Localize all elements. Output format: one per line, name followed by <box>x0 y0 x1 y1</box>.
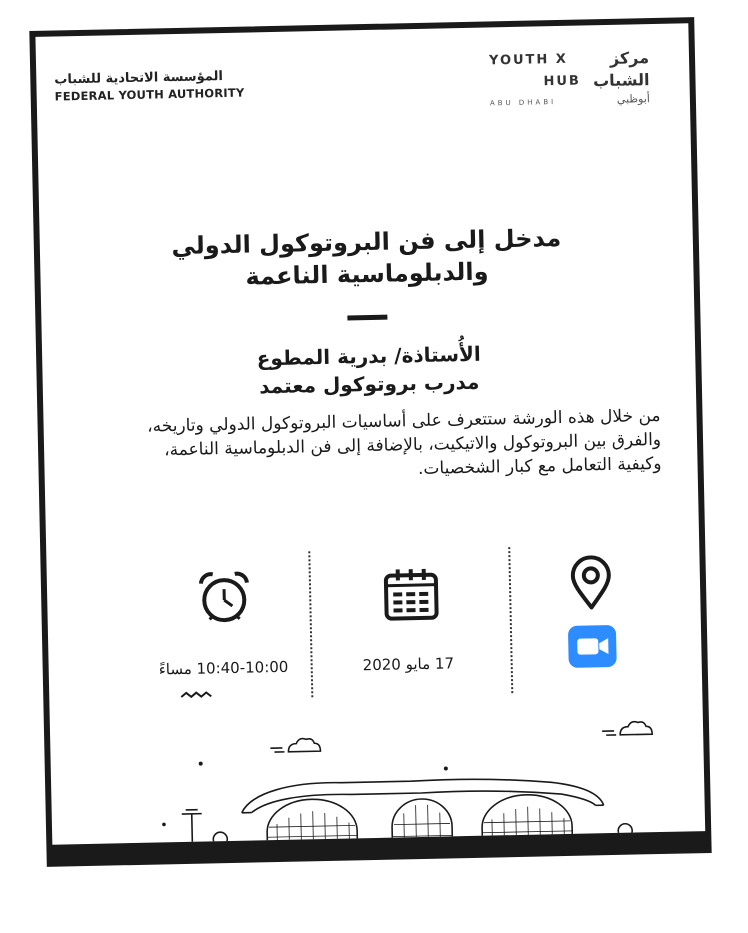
event-date: 17 مايو 2020 <box>362 654 455 675</box>
federal-youth-authority-logo <box>54 69 244 104</box>
fya-arabic-name: المؤسسة الاتحادية للشباب <box>54 69 224 88</box>
dotted-divider-left <box>308 551 313 697</box>
hub-markaz-text: مركز <box>609 48 650 68</box>
title-line-1: مدخل إلى فن البروتوكول الدولي <box>171 223 562 261</box>
zoom-app-icon <box>568 625 617 668</box>
hub-hub-text: HUB <box>543 73 582 90</box>
hub-shabab-text: الشباب <box>592 70 650 91</box>
dotted-divider-right <box>508 547 513 693</box>
title-line-2: والدبلوماسية الناعمة <box>245 257 489 291</box>
location-pin-icon <box>568 555 613 612</box>
presenter-name: الأُستاذة/ بدرية المطوع <box>256 341 481 371</box>
presenter-role: مدرب بروتوكول معتمد <box>258 369 480 399</box>
building-illustration <box>50 703 706 857</box>
hub-abudhabi-text: ABU DHABI <box>489 98 557 108</box>
hub-youth-text: YOUTH X <box>488 51 569 69</box>
title-divider <box>347 315 387 321</box>
youth-hub-logo <box>489 50 650 117</box>
fya-english-name: FEDERAL YOUTH AUTHORITY <box>54 85 245 104</box>
workshop-description: من خلال هذه الورشة ستتعرف على أساسيات البروتوكول الدولي وتاريخه، والفرق بين البروتوكول والاتيكيت، بالإضافة إلى فن الدبلوماسية الناعمة، وكيفية التعامل مع كبار الشخصيات. <box>146 405 662 480</box>
calendar-icon <box>383 567 440 622</box>
workshop-title <box>100 220 634 295</box>
squiggle-decoration-icon <box>179 689 215 700</box>
presenter-block <box>102 336 636 403</box>
event-poster <box>29 17 711 867</box>
hub-abudhabi-ar-text: أبوظبي <box>616 92 651 106</box>
event-time: 10:40-10:00 مساءً <box>158 657 289 679</box>
alarm-clock-icon <box>195 568 254 627</box>
